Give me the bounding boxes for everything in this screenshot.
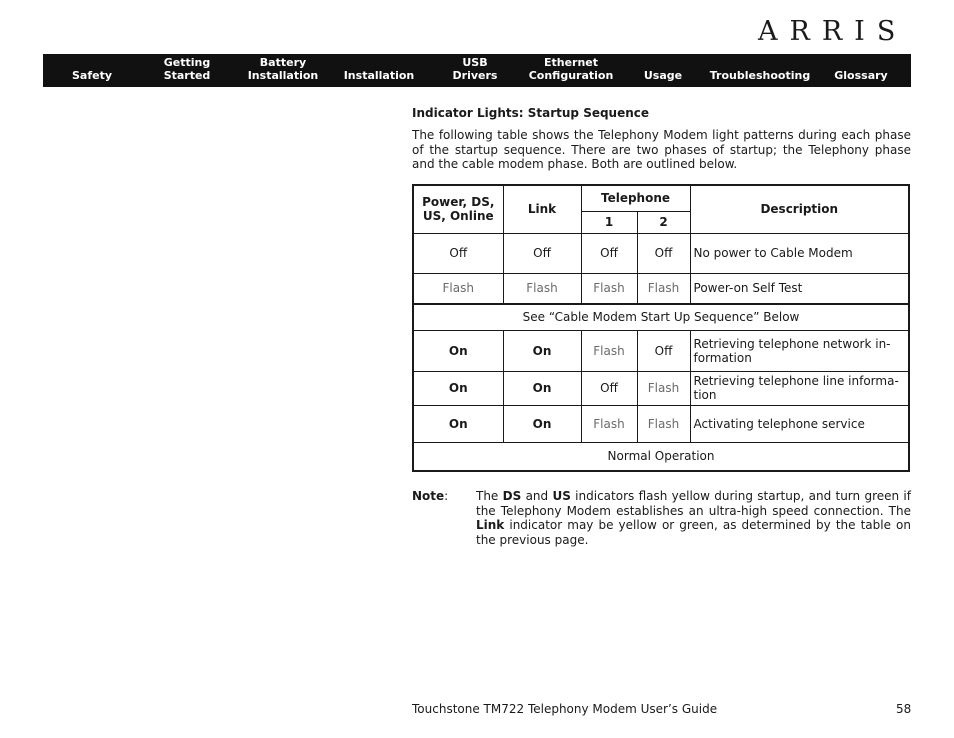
cell-tel2: Off bbox=[637, 233, 690, 273]
footer-title: Touchstone TM722 Telephony Modem User’s Guide bbox=[412, 702, 718, 716]
table-span-row bbox=[413, 442, 909, 471]
cell-tel1: Off bbox=[581, 233, 637, 273]
cell-link: On bbox=[503, 330, 581, 371]
section-content bbox=[412, 104, 911, 172]
cell-tel2: Flash bbox=[637, 273, 690, 304]
cell-power: On bbox=[413, 405, 503, 442]
section-intro: The following table shows the Telephony Modem light patterns during each phase of the startup sequence. There are two phases of startup; the Telephony phase and the cable modem phase. Both are outlined below. bbox=[412, 128, 911, 171]
nav-ethernet-configuration[interactable]: Ethernet Configuration bbox=[528, 56, 614, 82]
header-telephone-2: 2 bbox=[637, 211, 690, 233]
cell-link: On bbox=[503, 405, 581, 442]
cell-span-note: Normal Operation bbox=[413, 442, 909, 471]
table-row bbox=[413, 371, 909, 405]
cell-link: On bbox=[503, 371, 581, 405]
cell-description: Retrieving telephone line informa- tion bbox=[690, 371, 909, 405]
cell-tel2: Flash bbox=[637, 405, 690, 442]
nav-safety[interactable]: Safety bbox=[71, 69, 113, 82]
table-row bbox=[413, 405, 909, 442]
nav-usb-drivers[interactable]: USB Drivers bbox=[452, 56, 498, 82]
cell-description: No power to Cable Modem bbox=[690, 233, 909, 273]
note-label: Note: bbox=[412, 489, 449, 503]
cell-link: Flash bbox=[503, 273, 581, 304]
page-number: 58 bbox=[896, 702, 912, 716]
cell-tel1: Off bbox=[581, 371, 637, 405]
nav-getting-started[interactable]: Getting Started bbox=[163, 56, 211, 82]
cell-tel1: Flash bbox=[581, 405, 637, 442]
cell-tel1: Flash bbox=[581, 330, 637, 371]
table-row bbox=[413, 330, 909, 371]
header-link: Link bbox=[503, 185, 581, 233]
header-power-ds-us-online: Power, DS, US, Online bbox=[413, 185, 503, 233]
cell-description: Power-on Self Test bbox=[690, 273, 909, 304]
cell-tel2: Off bbox=[637, 330, 690, 371]
table-row bbox=[413, 233, 909, 273]
table-header-row bbox=[413, 185, 909, 211]
table-row bbox=[413, 273, 909, 304]
cell-power: Flash bbox=[413, 273, 503, 304]
top-navigation-bar bbox=[43, 54, 911, 87]
nav-usage[interactable]: Usage bbox=[643, 69, 683, 82]
nav-troubleshooting[interactable]: Troubleshooting bbox=[709, 69, 811, 82]
header-telephone-1: 1 bbox=[581, 211, 637, 233]
cell-power: On bbox=[413, 371, 503, 405]
header-telephone: Telephone bbox=[581, 185, 690, 211]
cell-description: Activating telephone service bbox=[690, 405, 909, 442]
cell-power: On bbox=[413, 330, 503, 371]
indicator-lights-table bbox=[412, 184, 910, 472]
cell-power: Off bbox=[413, 233, 503, 273]
cell-description: Retrieving telephone network in- formation bbox=[690, 330, 909, 371]
cell-span-note: See “Cable Modem Start Up Sequence” Below bbox=[413, 304, 909, 330]
nav-glossary[interactable]: Glossary bbox=[834, 69, 888, 82]
cell-tel2: Flash bbox=[637, 371, 690, 405]
nav-battery-installation[interactable]: Battery Installation bbox=[247, 56, 319, 82]
header-description: Description bbox=[690, 185, 909, 233]
nav-installation[interactable]: Installation bbox=[343, 69, 415, 82]
arris-logo: ARRIS bbox=[758, 16, 908, 47]
cell-tel1: Flash bbox=[581, 273, 637, 304]
cell-link: Off bbox=[503, 233, 581, 273]
section-heading: Indicator Lights: Startup Sequence bbox=[412, 106, 650, 120]
note-text: The DS and US indicators flash yellow during startup, and turn green if the Telephony Modem establishes an ultra-high speed connection. The Link indicator may be yellow or green, as determined by the table on the previous page. bbox=[476, 489, 911, 547]
table-span-row bbox=[413, 304, 909, 330]
